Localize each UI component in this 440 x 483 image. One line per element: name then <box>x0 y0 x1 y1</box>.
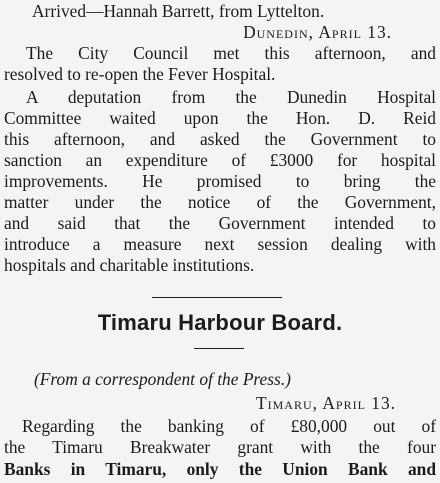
body-line: Banks in Timaru, only the Union Bank and <box>4 459 436 479</box>
body-line: and said that the Government intended to <box>4 213 436 233</box>
body-line: The City Council met this afternoon, and <box>26 43 436 63</box>
body-line: sanction an expenditure of £3000 for hospital <box>4 150 436 170</box>
body-line: resolved to re-open the Fever Hospital. <box>4 64 276 84</box>
body-line: the Timaru Breakwater grant with the four <box>4 437 436 457</box>
dateline-dunedin: Dunedin, April 13. <box>243 22 392 42</box>
dateline-timaru: Timaru, April 13. <box>255 393 396 413</box>
body-line: this afternoon, and asked the Government to <box>4 129 436 149</box>
heading-underline <box>194 348 244 349</box>
body-line: hospitals and charitable institutions. <box>4 255 255 275</box>
body-line: matter under the notice of the Government, <box>4 192 436 212</box>
section-divider <box>152 297 282 298</box>
shipping-arrival-line: Arrived—Hannah Barrett, from Lyttelton. <box>32 1 325 21</box>
body-line: improvements. He promised to bring the <box>4 171 436 191</box>
body-line: Committee waited upon the Hon. D. Reid <box>4 108 436 128</box>
body-line: introduce a measure next session dealing with <box>4 234 436 254</box>
article-heading: Timaru Harbour Board. <box>97 310 343 335</box>
byline: (From a correspondent of the Press.) <box>34 369 291 389</box>
body-line: Regarding the banking of £80,000 out of <box>22 416 436 436</box>
body-line: A deputation from the Dunedin Hospital <box>26 87 436 107</box>
